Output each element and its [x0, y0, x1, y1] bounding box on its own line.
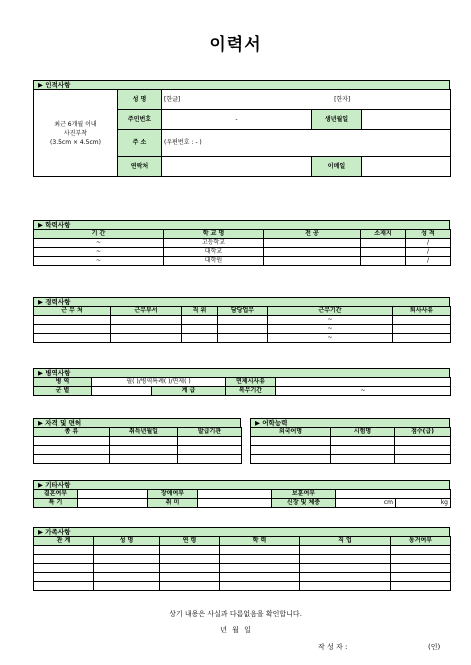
edu-location[interactable]: [361, 248, 406, 257]
date-line: 년 월 일: [220, 626, 251, 634]
table-row: [34, 555, 451, 564]
career-cell[interactable]: [182, 316, 218, 325]
family-cell[interactable]: [220, 564, 300, 573]
family-col-age: 연 령: [160, 537, 220, 546]
name-field[interactable]: [162, 90, 451, 110]
career-section: [33, 297, 450, 343]
table-row: [34, 334, 451, 343]
veteran-field[interactable]: [336, 490, 451, 499]
edu-location[interactable]: [361, 239, 406, 248]
family-cell[interactable]: [391, 555, 451, 564]
table-row: [34, 582, 451, 591]
career-header: ▶ 경력사항: [33, 297, 450, 306]
family-cell[interactable]: [34, 573, 94, 582]
career-col-position: 직 위: [182, 307, 218, 316]
specialty-field[interactable]: [78, 499, 148, 508]
edu-major[interactable]: [264, 257, 361, 266]
family-col-cohabit: 동거여부: [391, 537, 451, 546]
family-header: ▶ 가족사항: [33, 527, 450, 536]
career-col-period: 근무기간: [268, 307, 393, 316]
family-cell[interactable]: [391, 564, 451, 573]
email-label: 이메일: [312, 157, 362, 177]
address-label: 주 소: [118, 130, 162, 157]
career-cell[interactable]: [111, 334, 182, 343]
table-row: [34, 257, 451, 266]
family-cell[interactable]: [94, 546, 160, 555]
family-cell[interactable]: [34, 564, 94, 573]
license-col-type: 종 류: [34, 428, 110, 437]
family-cell[interactable]: [391, 582, 451, 591]
family-cell[interactable]: [94, 555, 160, 564]
license-header: ▶ 자격 및 면허: [33, 418, 241, 427]
family-cell[interactable]: [300, 573, 391, 582]
name-label: 성 명: [118, 90, 162, 110]
edu-school[interactable]: 대학원: [164, 257, 264, 266]
page-title: 이력서: [209, 35, 262, 55]
career-cell[interactable]: [393, 334, 451, 343]
career-cell[interactable]: [34, 325, 111, 334]
edu-col-period: 기 간: [34, 230, 164, 239]
edu-school[interactable]: 대학교: [164, 248, 264, 257]
license-cell[interactable]: [34, 446, 110, 455]
birth-label: 생년월일: [312, 110, 362, 130]
table-row: [251, 437, 451, 446]
confirmation-statement: 상기 내용은 사실과 다름없음을 확인합니다.: [169, 610, 302, 618]
military-branch-field[interactable]: [92, 387, 152, 396]
family-cell[interactable]: [160, 582, 220, 591]
family-cell[interactable]: [34, 546, 94, 555]
table-row: [34, 564, 451, 573]
education-header: ▶ 학력사항: [33, 220, 450, 229]
military-status-field[interactable]: 필( )/병역특례( )/면제( ): [92, 378, 226, 387]
edu-grade[interactable]: /: [406, 248, 451, 257]
edu-grade[interactable]: /: [406, 239, 451, 248]
family-cell[interactable]: [160, 573, 220, 582]
license-section: [33, 418, 241, 464]
disability-label: 장애여부: [148, 490, 198, 499]
height-weight-label: 신장 및 체중: [272, 499, 336, 508]
family-cell[interactable]: [391, 573, 451, 582]
family-cell[interactable]: [94, 573, 160, 582]
military-section: [33, 368, 450, 396]
military-branch-label: 군 별: [34, 387, 92, 396]
cm-unit: cm: [383, 499, 393, 506]
table-row: [34, 437, 242, 446]
family-cell[interactable]: [94, 582, 160, 591]
language-cell[interactable]: [331, 446, 395, 455]
photo-area[interactable]: [34, 90, 118, 177]
photo-note-2: 사진부착: [63, 129, 88, 137]
marital-label: 결혼여부: [34, 490, 78, 499]
edu-grade[interactable]: /: [406, 257, 451, 266]
edu-col-grade: 성 적: [406, 230, 451, 239]
language-cell[interactable]: [251, 437, 331, 446]
education-section: [33, 220, 450, 266]
family-cell[interactable]: [34, 582, 94, 591]
career-cell[interactable]: [218, 325, 268, 334]
language-section: [250, 418, 450, 464]
license-cell[interactable]: [110, 437, 178, 446]
kg-unit: kg: [440, 499, 448, 506]
license-cell[interactable]: [110, 455, 178, 464]
address-field[interactable]: (우편번호 : - ): [162, 130, 451, 157]
license-col-issuer: 발급기관: [178, 428, 242, 437]
family-cell[interactable]: [160, 555, 220, 564]
career-period[interactable]: ~: [268, 325, 393, 334]
military-status-label: 병 역: [34, 378, 92, 387]
photo-note-1: 최근 6개월 이내: [54, 120, 97, 128]
rrn-dash: -: [235, 115, 238, 123]
career-cell[interactable]: [182, 325, 218, 334]
name-hangul: [한글]: [164, 95, 181, 103]
license-cell[interactable]: [34, 437, 110, 446]
family-cell[interactable]: [220, 573, 300, 582]
family-cell[interactable]: [300, 564, 391, 573]
language-cell[interactable]: [251, 455, 331, 464]
table-row: [34, 325, 451, 334]
career-cell[interactable]: [111, 316, 182, 325]
career-cell[interactable]: [218, 334, 268, 343]
specialty-label: 특 기: [34, 499, 78, 508]
disability-field[interactable]: [198, 490, 272, 499]
language-col-test: 시험명: [331, 428, 395, 437]
language-cell[interactable]: [395, 446, 451, 455]
language-cell[interactable]: [331, 437, 395, 446]
career-cell[interactable]: [34, 316, 111, 325]
career-col-reason: 퇴사사유: [393, 307, 451, 316]
career-cell[interactable]: [218, 316, 268, 325]
service-period-label: 복무기간: [226, 387, 276, 396]
photo-note-3: (3.5cm × 4.5cm): [50, 138, 101, 146]
table-row: [34, 446, 242, 455]
family-section: [33, 527, 450, 591]
license-cell[interactable]: [178, 455, 242, 464]
career-col-company: 근 무 처: [34, 307, 111, 316]
family-col-education: 학 력: [220, 537, 300, 546]
family-cell[interactable]: [300, 555, 391, 564]
license-cell[interactable]: [34, 455, 110, 464]
family-cell[interactable]: [220, 582, 300, 591]
career-cell[interactable]: [34, 334, 111, 343]
table-row: [34, 546, 451, 555]
license-col-date: 취득년월일: [110, 428, 178, 437]
table-row: [34, 316, 451, 325]
license-cell[interactable]: [110, 446, 178, 455]
edu-period[interactable]: ~: [34, 239, 164, 248]
email-field[interactable]: [362, 157, 451, 177]
rrn-field[interactable]: [162, 110, 312, 130]
military-rank-label: 계 급: [152, 387, 226, 396]
table-row: [34, 573, 451, 582]
seal-mark: (인): [428, 643, 441, 651]
signature-label: 작 성 자 :: [318, 643, 348, 651]
family-cell[interactable]: [160, 564, 220, 573]
edu-major[interactable]: [264, 248, 361, 257]
family-cell[interactable]: [160, 546, 220, 555]
career-cell[interactable]: [111, 325, 182, 334]
personal-header: ▶ 인적사항: [33, 80, 450, 89]
career-cell[interactable]: [393, 316, 451, 325]
career-period[interactable]: ~: [268, 334, 393, 343]
language-cell[interactable]: [251, 446, 331, 455]
career-col-duty: 담당업무: [218, 307, 268, 316]
edu-col-school: 학 교 명: [164, 230, 264, 239]
career-col-dept: 근무부서: [111, 307, 182, 316]
table-row: [251, 446, 451, 455]
etc-section: [33, 480, 450, 508]
edu-period[interactable]: ~: [34, 257, 164, 266]
family-col-job: 직 업: [300, 537, 391, 546]
birth-field[interactable]: [362, 110, 451, 130]
rrn-label: 주민번호: [118, 110, 162, 130]
edu-period[interactable]: ~: [34, 248, 164, 257]
service-period-field[interactable]: ~: [276, 387, 451, 396]
edu-col-location: 소재지: [361, 230, 406, 239]
veteran-label: 보훈여부: [272, 490, 336, 499]
license-cell[interactable]: [178, 437, 242, 446]
license-cell[interactable]: [178, 446, 242, 455]
exemption-reason-field[interactable]: [276, 378, 451, 387]
phone-label: 연락처: [118, 157, 162, 177]
family-cell[interactable]: [220, 546, 300, 555]
etc-header: ▶ 기타사항: [33, 480, 450, 489]
language-cell[interactable]: [395, 437, 451, 446]
career-period[interactable]: ~: [268, 316, 393, 325]
language-col-score: 점수(급): [395, 428, 451, 437]
edu-location[interactable]: [361, 257, 406, 266]
family-cell[interactable]: [220, 555, 300, 564]
exemption-reason-label: 면제시사유: [226, 378, 276, 387]
career-cell[interactable]: [393, 325, 451, 334]
edu-school[interactable]: 고등학교: [164, 239, 264, 248]
personal-section: [33, 80, 450, 177]
family-cell[interactable]: [34, 555, 94, 564]
language-cell[interactable]: [395, 455, 451, 464]
family-cell[interactable]: [94, 564, 160, 573]
table-row: [34, 239, 451, 248]
marital-field[interactable]: [78, 490, 148, 499]
family-col-name: 성 명: [94, 537, 160, 546]
family-cell[interactable]: [300, 582, 391, 591]
hobby-label: 취 미: [148, 499, 198, 508]
career-cell[interactable]: [182, 334, 218, 343]
name-hanja: [한자]: [334, 95, 351, 103]
table-row: [34, 248, 451, 257]
table-row: [251, 455, 451, 464]
height-field[interactable]: [336, 499, 396, 508]
weight-field[interactable]: [396, 499, 451, 508]
language-cell[interactable]: [331, 455, 395, 464]
language-col-name: 외국어명: [251, 428, 331, 437]
edu-col-major: 전 공: [264, 230, 361, 239]
edu-major[interactable]: [264, 239, 361, 248]
family-col-relation: 관 계: [34, 537, 94, 546]
hobby-field[interactable]: [198, 499, 272, 508]
family-cell[interactable]: [391, 546, 451, 555]
phone-field[interactable]: [162, 157, 312, 177]
table-row: [34, 455, 242, 464]
family-cell[interactable]: [300, 546, 391, 555]
language-header: ▶ 어학능력: [250, 418, 450, 427]
military-header: ▶ 병역사항: [33, 368, 450, 377]
